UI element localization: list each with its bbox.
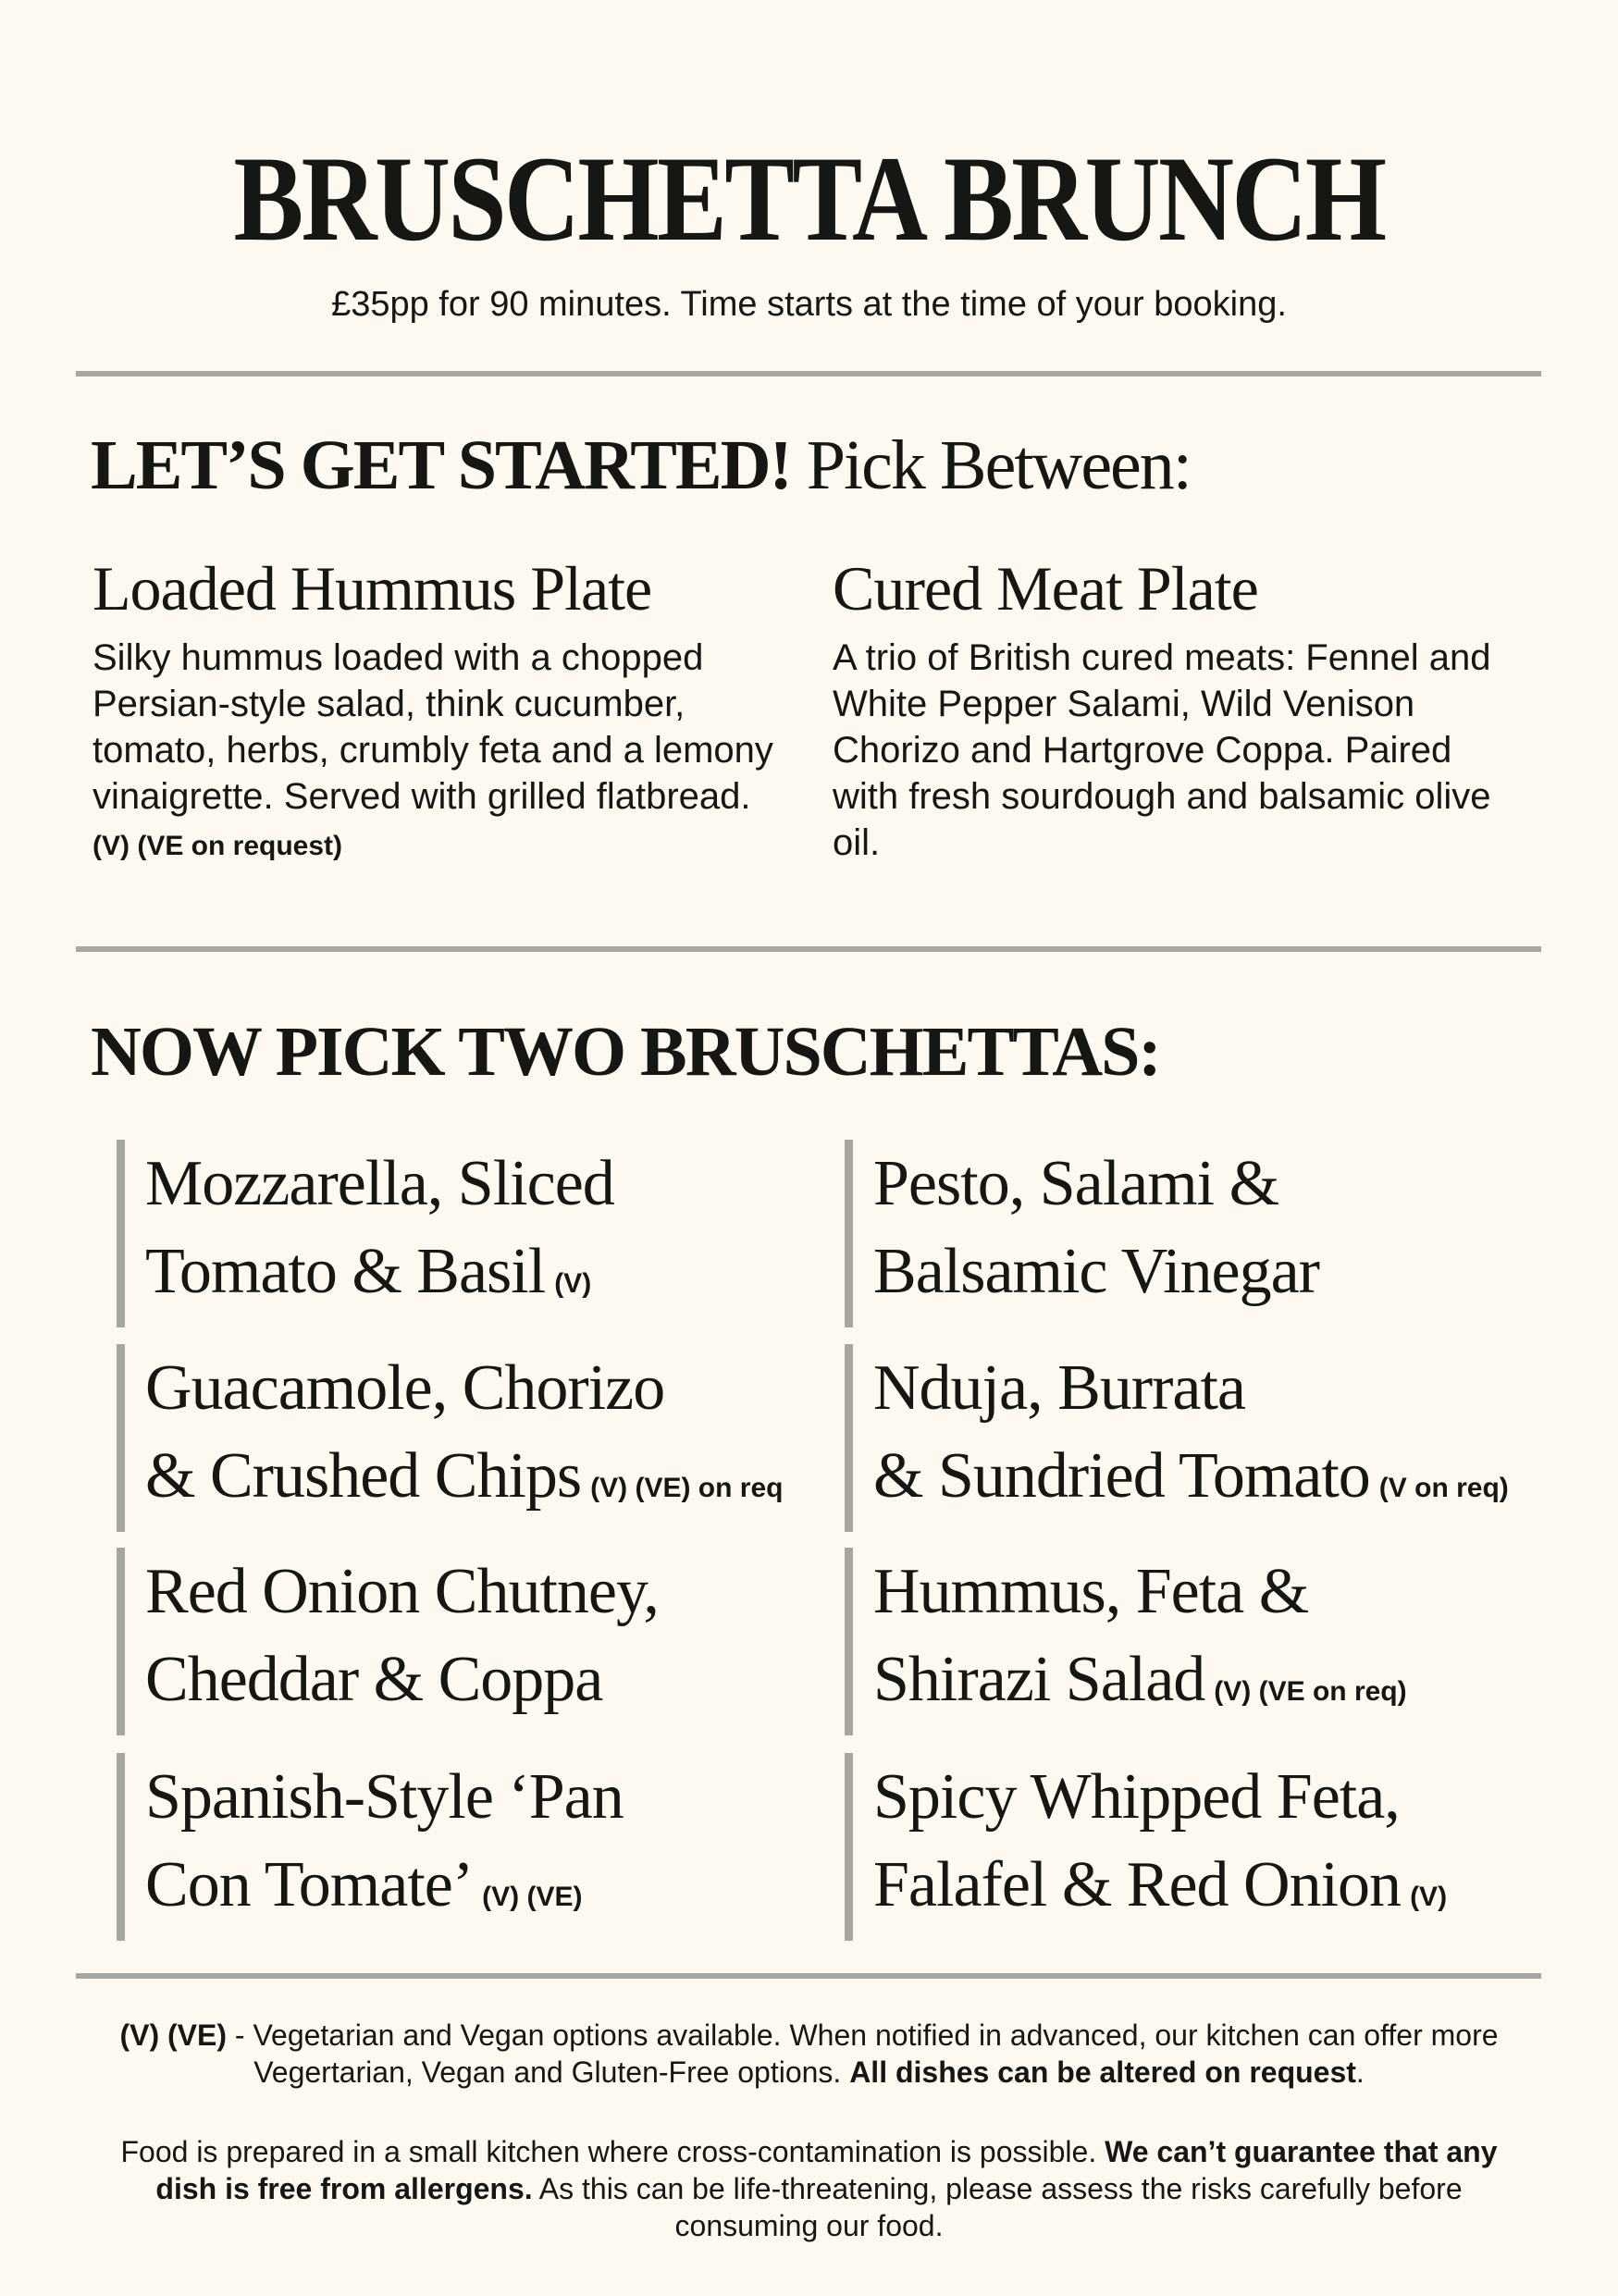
bruschetta-item: Red Onion Chutney, Cheddar & Coppa <box>117 1548 659 1735</box>
starters-heading-bold: LET’S GET STARTED! <box>91 426 791 504</box>
divider <box>76 946 1541 952</box>
allergen-note: Food is prepared in a small kitchen where cross-contamination is possible. We can’t guarantee that any dish is free from allergens. As this can be life-threatening, please assess the risks carefully before consuming our food. <box>120 2135 1498 2242</box>
starter-item <box>833 551 1517 866</box>
dietary-tag: (V) (VE on req) <box>1214 1676 1407 1707</box>
dietary-tag: (V) (VE) <box>482 1882 583 1912</box>
dietary-tag: (V) <box>1410 1882 1448 1912</box>
starter-description: A trio of British cured meats: Fennel and White Pepper Salami, Wild Venison Chorizo and Hartgrove Coppa. Paired with fresh sourdough and balsamic olive oil. <box>833 637 1491 863</box>
starters-heading-light: Pick Between: <box>806 426 1191 504</box>
dietary-tag: (V) (VE) on req <box>590 1473 784 1503</box>
starter-name: Loaded Hummus Plate <box>93 553 652 623</box>
dietary-note: (V) (VE) - Vegetarian and Vegan options available. When notified in advanced, our kitchen can offer more Vegertarian, Vegan and Gluten-Free options. All dishes can be altered on request. <box>119 2018 1499 2089</box>
divider <box>76 371 1541 376</box>
starter-name: Cured Meat Plate <box>833 553 1258 623</box>
divider <box>76 1973 1541 1979</box>
dietary-tag: (V) (VE on request) <box>93 831 343 861</box>
bruschetta-item: Spanish-Style ‘Pan Con Tomate’ (V) (VE) <box>117 1753 624 1941</box>
starters-heading <box>91 424 1191 507</box>
bruschetta-item: Mozzarella, Sliced Tomato & Basil (V) <box>117 1140 614 1327</box>
bruschetta-heading-text: NOW PICK TWO BRUSCHETTAS: <box>91 1013 1160 1091</box>
bruschetta-item: Spicy Whipped Feta, Falafel & Red Onion (V) <box>845 1753 1447 1941</box>
bruschetta-item: Pesto, Salami & Balsamic Vinegar <box>845 1140 1328 1327</box>
starter-item <box>93 551 777 870</box>
dietary-tag: (V) <box>554 1268 592 1299</box>
bruschetta-item: Guacamole, Chorizo & Crushed Chips (V) (VE) on req <box>117 1344 783 1532</box>
dietary-tag: (V on req) <box>1378 1473 1509 1503</box>
menu-title: BRUSCHETTA BRUNCH <box>233 130 1385 266</box>
starter-description: Silky hummus loaded with a chopped Persian-style salad, think cucumber, tomato, herbs, crumbly feta and a lemony vinaigrette. Served with grilled flatbread. (V) (VE on request) <box>93 637 773 861</box>
bruschetta-item: Hummus, Feta & Shirazi Salad (V) (VE on req) <box>845 1548 1407 1735</box>
bruschetta-item: Nduja, Burrata & Sundried Tomato (V on req) <box>845 1344 1509 1532</box>
bruschetta-heading <box>91 1010 1160 1093</box>
menu-subtitle: £35pp for 90 minutes. Time starts at the time of your booking. <box>331 285 1287 324</box>
